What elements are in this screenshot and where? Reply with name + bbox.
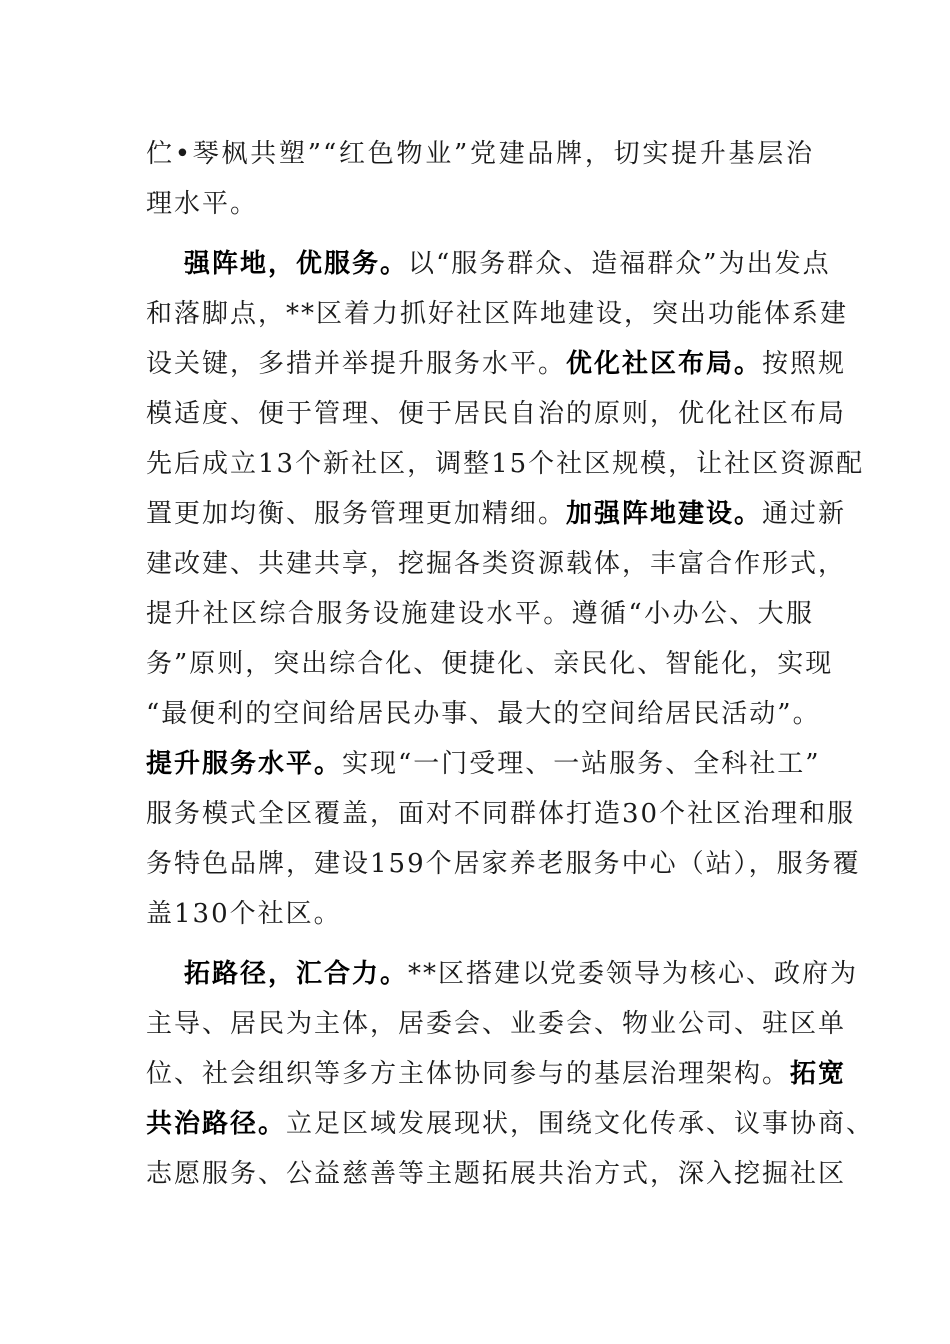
text-line	[146, 1004, 847, 1044]
body-text: 务”原则，突出综合化、便捷化、亲民化、智能化，实现	[146, 649, 834, 679]
body-text: 理水平。	[146, 189, 259, 219]
bold-heading-text: 加强阵地建设。	[566, 499, 763, 529]
text-line	[146, 844, 861, 884]
text-line	[146, 394, 847, 434]
bold-heading-text: 拓宽	[790, 1059, 847, 1089]
text-line	[146, 644, 834, 684]
body-text: 模适度、便于管理、便于居民自治的原则，优化社区布局	[146, 399, 847, 429]
text-line	[146, 594, 814, 634]
text-line	[146, 344, 847, 384]
bold-heading-text: 强阵地，优服务。	[184, 249, 409, 279]
bold-heading-text: 共治路径。	[146, 1109, 287, 1139]
bold-heading-text: 拓路径，汇合力。	[184, 959, 409, 989]
body-text: 服务模式全区覆盖，面对不同群体打造30个社区治理和服	[146, 799, 856, 829]
body-text: 志愿服务、公益慈善等主题拓展共治方式，深入挖掘社区	[146, 1159, 847, 1189]
body-text: 主导、居民为主体，居委会、业委会、物业公司、驻区单	[146, 1009, 847, 1039]
body-text: 设关键，多措并举提升服务水平。	[146, 349, 567, 379]
text-line	[146, 184, 814, 224]
text-line	[146, 294, 849, 334]
text-line	[146, 1104, 875, 1144]
body-text: 先后成立13个新社区，调整15个社区规模，让社区资源配	[146, 449, 865, 479]
text-line	[146, 134, 814, 174]
text-line	[184, 244, 831, 284]
body-text: 和落脚点，**区着力抓好社区阵地建设，突出功能体系建	[146, 299, 849, 329]
body-text: 建改建、共建共享，挖掘各类资源载体，丰富合作形式，	[146, 549, 847, 579]
body-text: 立足区域发展现状，围绕文化传承、议事协商、	[286, 1109, 875, 1139]
body-text: 实现“一门受理、一站服务、全科社工”	[342, 749, 821, 779]
body-text: 伫•琴枫共塑”“红色物业”党建品牌，切实提升基层治	[146, 139, 814, 169]
body-text: 务特色品牌，建设159个居家养老服务中心（站），服务覆	[146, 849, 861, 879]
body-text: “最便利的空间给居民办事、最大的空间给居民活动”。	[146, 699, 821, 729]
text-line	[146, 744, 821, 784]
text-line	[184, 954, 859, 994]
text-line	[146, 444, 865, 484]
text-line	[146, 894, 814, 934]
body-text: 提升社区综合服务设施建设水平。遵循“小办公、大服	[146, 599, 814, 629]
text-line	[146, 494, 847, 534]
body-text: **区搭建以党委领导为核心、政府为	[408, 959, 859, 989]
text-line	[146, 694, 821, 734]
body-text: 置更加均衡、服务管理更加精细。	[146, 499, 567, 529]
body-text: 盖130个社区。	[146, 899, 342, 929]
bold-heading-text: 优化社区布局。	[566, 349, 763, 379]
bold-heading-text: 提升服务水平。	[146, 749, 343, 779]
body-text: 通过新	[762, 499, 847, 529]
text-line	[146, 1154, 847, 1194]
text-line	[146, 544, 847, 584]
body-text: 以“服务群众、造福群众”为出发点	[408, 249, 831, 279]
body-text: 位、社会组织等多方主体协同参与的基层治理架构。	[146, 1059, 791, 1089]
body-text: 按照规	[762, 349, 847, 379]
text-line	[146, 1054, 847, 1094]
text-line	[146, 794, 856, 834]
